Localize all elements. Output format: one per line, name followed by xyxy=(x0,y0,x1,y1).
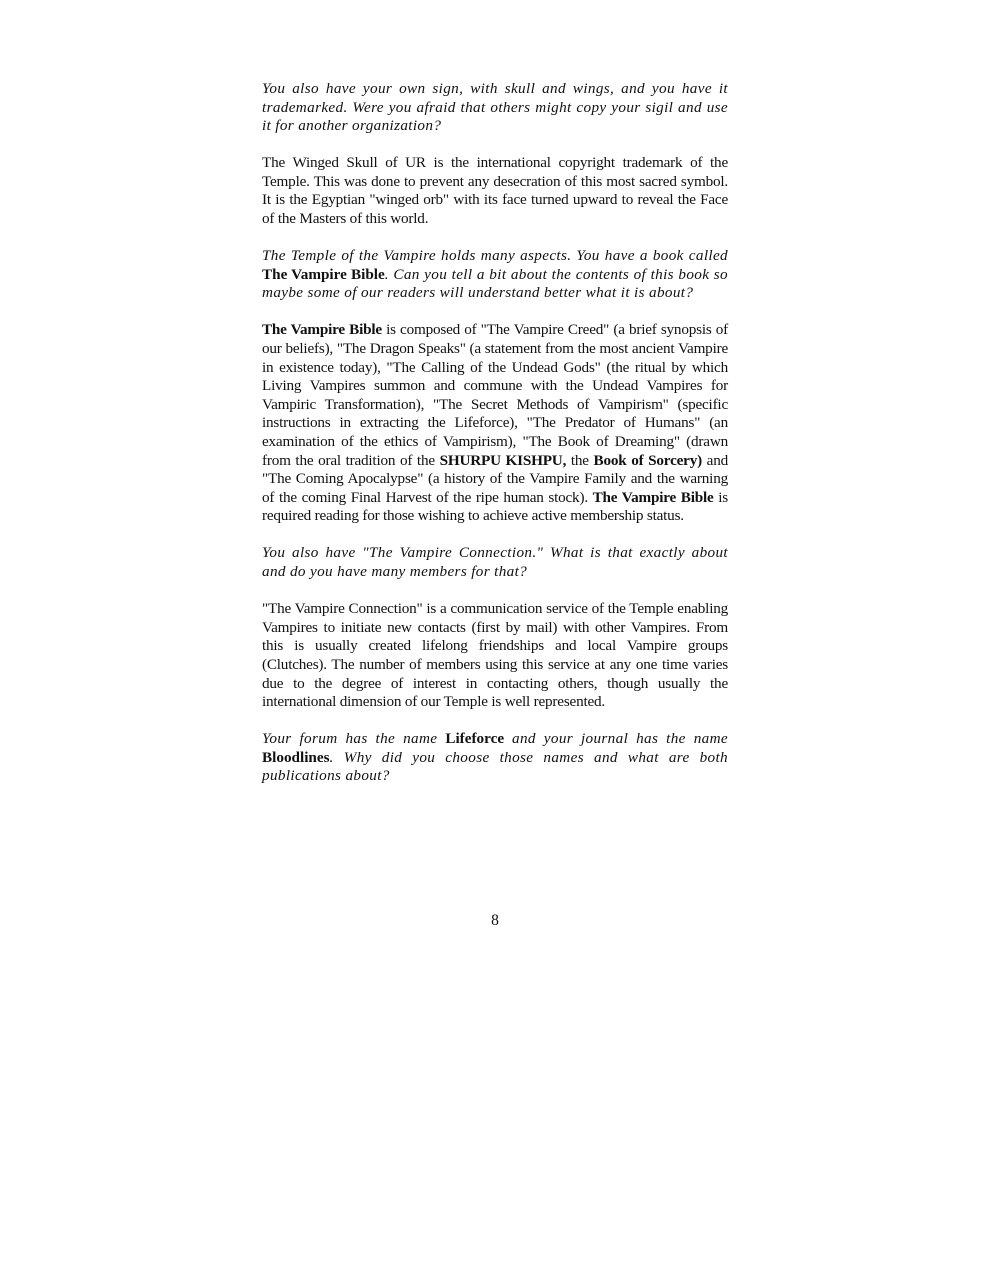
book-title-vampire-bible: The Vampire Bible xyxy=(262,265,385,283)
title-lifeforce: Lifeforce xyxy=(445,730,505,748)
question-paragraph-3 xyxy=(262,544,728,581)
text-segment: You also have "The Vampire Connection." What is that exactly about and do you have many members for that? xyxy=(262,544,728,581)
text-segment: The Winged Skull of UR is the international copyright trademark of the Temple. This was done to prevent any desecration of this most sacred symbol. It is the Egyptian "winged orb" with its face turned upward to reveal the Face of the Masters of this world. xyxy=(262,154,728,228)
text-segment: Your forum has the name xyxy=(262,730,446,748)
answer-paragraph-2 xyxy=(262,321,728,526)
text-segment: is composed of "The Vampire Creed" (a brief synopsis of our beliefs), "The Dragon Speaks" (a statement from the most ancient Vampire in existence today), "The Calling of the Undead Gods" (the ritual by which Living Vampires summon and commune with the Undead Vampires for Vampiric Transformation), "The Secret Methods of Vampirism" (specific instructions in extracting the Lifeforce), "The Predator of Humans" (an examination of the ethics of Vampirism), "The Book of Dreaming" (drawn from the oral tradition of the xyxy=(262,321,728,469)
text-segment: The Temple of the Vampire holds many aspects. You have a book called xyxy=(262,247,728,265)
page-body xyxy=(262,80,728,805)
text-segment: . Why did you choose those names and what are both publications about? xyxy=(262,748,728,785)
question-paragraph-1 xyxy=(262,80,728,136)
text-segment: "The Vampire Connection" is a communication service of the Temple enabling Vampires to initiate new contacts (first by mail) with other Vampires. From this is usually created lifelong friendships and local Vampire groups (Clutches). The number of members using this service at any one time varies due to the degree of interest in contacting others, though usually the international dimension of our Temple is well represented. xyxy=(262,600,728,711)
text-segment: . Can you tell a bit about the contents of this book so maybe some of our readers will understand better what it is about? xyxy=(262,265,728,302)
text-segment: is required reading for those wishing to achieve active membership status. xyxy=(262,488,728,525)
question-paragraph-4 xyxy=(262,730,728,786)
text-segment: You also have your own sign, with skull and wings, and you have it trademarked. Were you afraid that others might copy your sigil and use it for another organization? xyxy=(262,80,728,135)
answer-paragraph-3 xyxy=(262,600,728,712)
book-title-vampire-bible: The Vampire Bible xyxy=(262,321,382,339)
page-number: 8 xyxy=(491,912,499,929)
book-title-vampire-bible: The Vampire Bible xyxy=(592,488,714,506)
answer-paragraph-1 xyxy=(262,154,728,228)
question-paragraph-2 xyxy=(262,247,728,303)
text-segment: the xyxy=(566,451,594,469)
title-shurpu-kishpu: SHURPU KISHPU, xyxy=(439,451,567,469)
title-bloodlines: Bloodlines xyxy=(262,748,330,766)
text-segment: and "The Coming Apocalypse" (a history of the Vampire Family and the warning of the coming Final Harvest of the ripe human stock). xyxy=(262,451,728,506)
text-segment: and your journal has the name xyxy=(504,730,728,748)
title-book-of-sorcery: Book of Sorcery) xyxy=(593,451,702,469)
